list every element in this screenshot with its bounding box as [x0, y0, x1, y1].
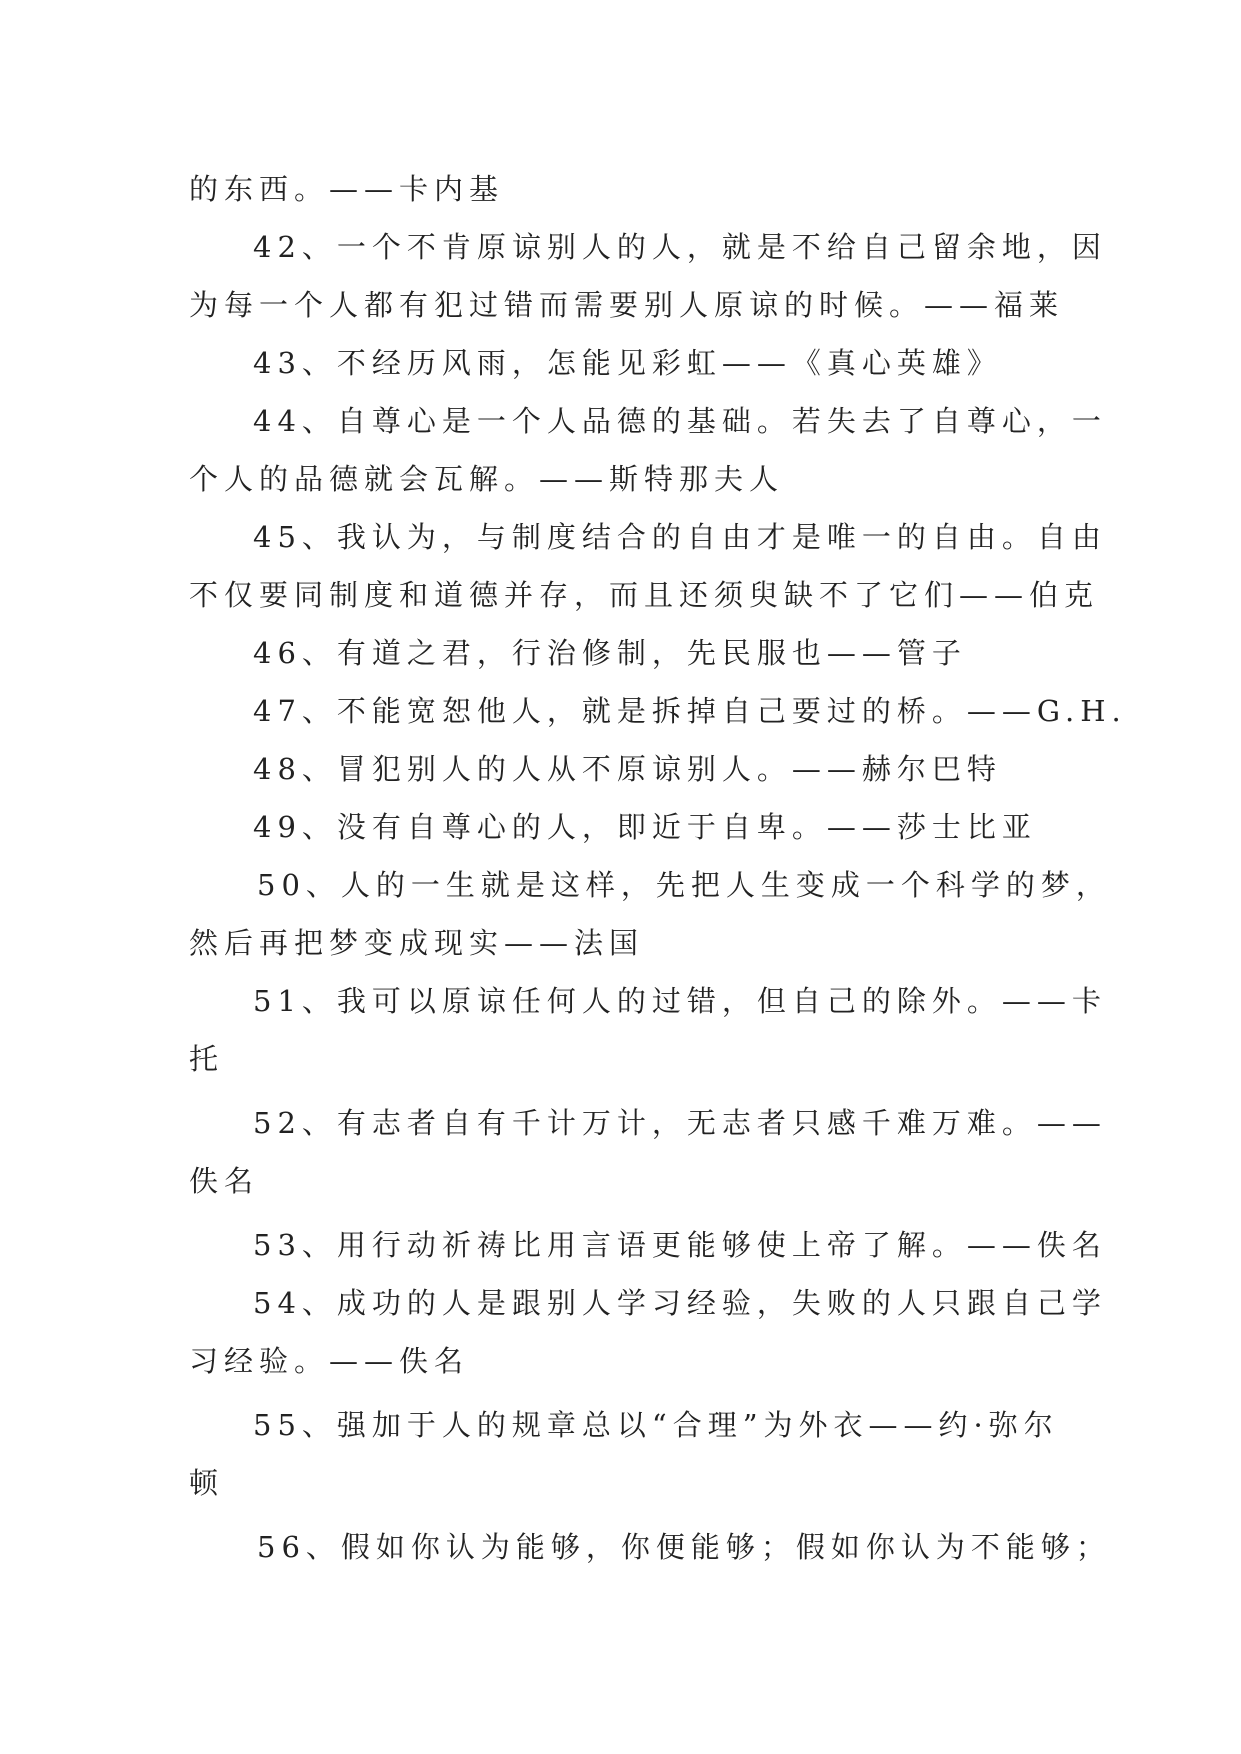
quote-54-line-2: 习经验。——佚名 — [189, 1344, 470, 1378]
quote-list — [189, 160, 1127, 1576]
quote-43: 43、不经历风雨，怎能见彩虹——《真心英雄》 — [253, 346, 1002, 380]
quote-49: 49、没有自尊心的人，即近于自卑。——莎士比亚 — [253, 810, 1037, 844]
quote-44-line-2: 个人的品德就会瓦解。——斯特那夫人 — [189, 462, 785, 496]
quote-55-line-1: 55、强加于人的规章总以“合理”为外衣——约·弥尔 — [253, 1408, 1059, 1442]
quote-44-line-1: 44、自尊心是一个人品德的基础。若失去了自尊心，一 — [253, 404, 1107, 438]
quote-50-line-1: 50、人的一生就是这样，先把人生变成一个科学的梦， — [257, 868, 1111, 902]
quote-51-line-2: 托 — [189, 1042, 225, 1076]
quote-51-line-1: 51、我可以原谅任何人的过错，但自己的除外。——卡 — [253, 984, 1107, 1018]
quote-42-line-1: 42、一个不肯原谅别人的人，就是不给自己留余地，因 — [253, 230, 1107, 264]
quote-52-line-1: 52、有志者自有千计万计，无志者只感千难万难。—— — [253, 1106, 1107, 1140]
quote-46: 46、有道之君，行治修制，先民服也——管子 — [253, 636, 967, 670]
quote-48: 48、冒犯别人的人从不原谅别人。——赫尔巴特 — [253, 752, 1002, 786]
quote-50-line-2: 然后再把梦变成现实——法国 — [189, 926, 645, 960]
quote-42-line-2: 为每一个人都有犯过错而需要别人原谅的时候。——福莱 — [189, 288, 1065, 322]
quote-54-line-1: 54、成功的人是跟别人学习经验，失败的人只跟自己学 — [253, 1286, 1107, 1320]
text-line: 的东西。——卡内基 — [189, 172, 505, 206]
quote-47: 47、不能宽恕他人，就是拆掉自己要过的桥。——G.H. — [253, 694, 1127, 728]
quote-45-line-1: 45、我认为，与制度结合的自由才是唯一的自由。自由 — [253, 520, 1107, 554]
quote-45-line-2: 不仅要同制度和道德并存，而且还须臾缺不了它们——伯克 — [189, 578, 1100, 612]
quote-52-line-2: 佚名 — [189, 1164, 260, 1198]
quote-53: 53、用行动祈祷比用言语更能够使上帝了解。——佚名 — [253, 1228, 1107, 1262]
quote-55-line-2: 顿 — [189, 1466, 225, 1500]
quote-56-line-1: 56、假如你认为能够，你便能够；假如你认为不能够； — [257, 1530, 1111, 1564]
